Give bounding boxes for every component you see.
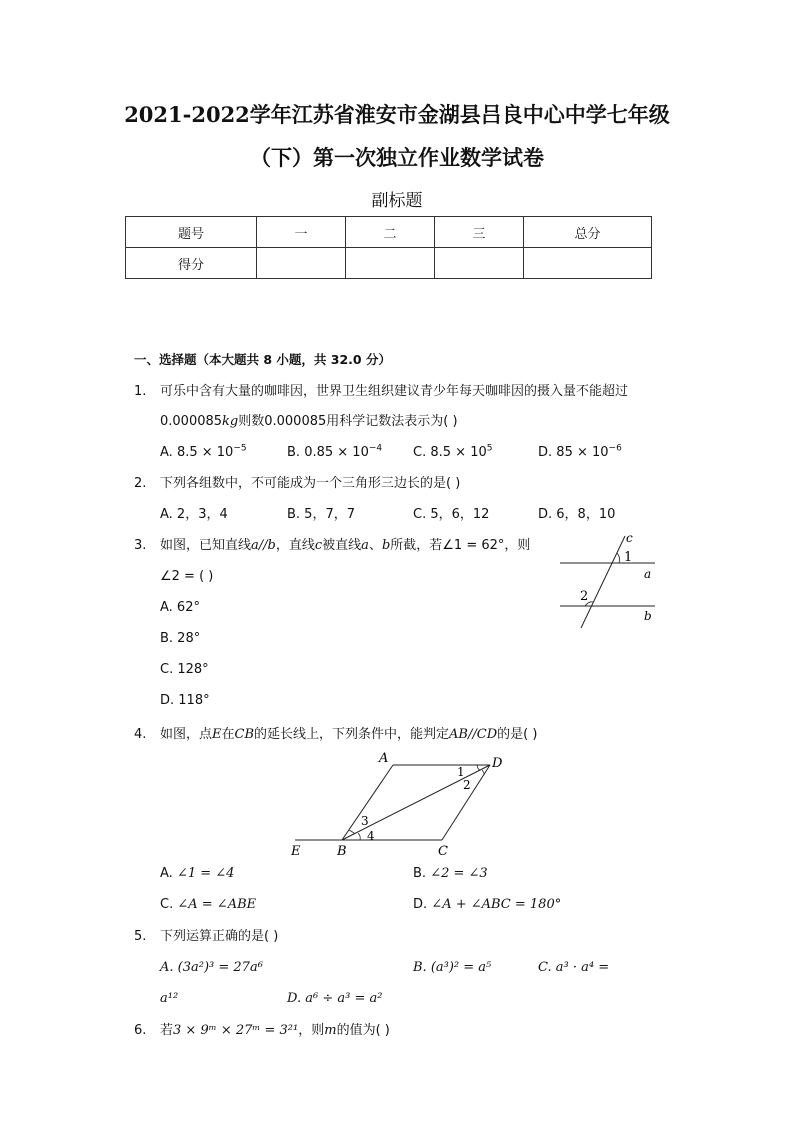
- option[interactable]: A. (3a²)³ = 27a⁶: [160, 960, 263, 975]
- option-label: C.: [413, 445, 427, 460]
- text-run: 的延长线上，下列条件中，能判定: [254, 727, 450, 742]
- option[interactable]: A. 2，3，4: [160, 507, 228, 522]
- score-cell[interactable]: [257, 248, 346, 279]
- score-cell: 二: [346, 217, 435, 248]
- option[interactable]: [287, 444, 382, 462]
- option-label: C.: [160, 897, 174, 912]
- math-expr: AB//CD: [449, 727, 498, 742]
- question-text: 下列各组数中，不可能成为一个三角形三边长的是( ): [160, 476, 461, 491]
- option[interactable]: D. 118°: [160, 693, 210, 708]
- label-2: 2: [463, 778, 471, 792]
- text-run: 如图，点: [160, 727, 213, 742]
- option[interactable]: D. 6，8，10: [538, 507, 616, 522]
- section-heading: 一、选择题（本大题共 8 小题，共 32.0 分）: [134, 352, 391, 367]
- label-c: c: [626, 531, 633, 545]
- text-run: ，直线: [275, 538, 315, 553]
- label-1: 1: [624, 550, 633, 565]
- score-cell: 题号: [126, 217, 257, 248]
- exam-title-line2: （下）第一次独立作业数学试卷: [250, 145, 544, 170]
- math-var: b: [381, 538, 391, 553]
- score-cell: 得分: [126, 248, 257, 279]
- text-run: 在: [221, 727, 235, 742]
- math-var: CB: [234, 727, 255, 742]
- question-text: [160, 726, 537, 744]
- text-run: 的是( ): [497, 727, 538, 742]
- label-4: 4: [367, 829, 375, 843]
- question-text: 下列运算正确的是( ): [160, 929, 279, 944]
- question-number: 1.: [134, 384, 147, 399]
- text-run: ，则: [298, 1023, 325, 1038]
- option-value: 85 × 10: [556, 445, 609, 460]
- exam-subtitle: 副标题: [371, 191, 423, 211]
- question-number: 6.: [134, 1023, 147, 1038]
- text-run: 则数0.000085用科学记数法表示为( ): [238, 414, 458, 429]
- label-D: D: [492, 756, 503, 771]
- option-value: 8.5 × 10: [176, 445, 234, 460]
- line-DC: [442, 765, 490, 840]
- math-expr: 3 × 9ᵐ × 27ᵐ = 3²¹: [173, 1023, 299, 1038]
- option[interactable]: [538, 444, 622, 462]
- question-text: 可乐中含有大量的咖啡因，世界卫生组织建议青少年每天咖啡因的摄入量不能超过: [160, 384, 629, 399]
- text-run: 被直线: [322, 538, 362, 553]
- question-number: 2.: [134, 476, 147, 491]
- label-2: 2: [580, 589, 589, 604]
- label-3: 3: [361, 814, 369, 828]
- option-value: ∠1 = ∠4: [176, 866, 235, 881]
- option-value: ∠A = ∠ABE: [177, 897, 257, 912]
- option[interactable]: C. 5，6，12: [413, 507, 490, 522]
- line-BD: [342, 765, 490, 840]
- parallel-lines-figure: [555, 530, 665, 630]
- option-value: 0.85 × 10: [304, 445, 369, 460]
- option[interactable]: D. a⁶ ÷ a³ = a²: [287, 991, 383, 1006]
- option-continued: a¹²: [160, 991, 179, 1006]
- math-var: a: [361, 538, 369, 553]
- option[interactable]: [160, 865, 234, 883]
- option-label: A.: [160, 866, 173, 881]
- math-var: m: [324, 1023, 337, 1038]
- option-exponent: −6: [608, 443, 622, 454]
- option-label: D.: [538, 445, 553, 460]
- question-text: [160, 413, 458, 431]
- option-label: B.: [287, 445, 301, 460]
- option[interactable]: [160, 444, 247, 462]
- text-run: 、: [368, 538, 382, 553]
- angle-2-arc: [482, 770, 484, 775]
- option[interactable]: A. 62°: [160, 600, 200, 615]
- score-table-header-row: [126, 217, 652, 248]
- label-E: E: [291, 844, 301, 859]
- label-A: A: [379, 751, 389, 766]
- angle-4-arc: [358, 833, 360, 840]
- option[interactable]: B. (a³)² = a⁵: [413, 960, 492, 975]
- label-a: a: [644, 567, 652, 581]
- text-run: 若: [160, 1023, 174, 1038]
- score-cell[interactable]: [346, 248, 435, 279]
- angle-1-arc: [477, 765, 480, 770]
- option-label: A.: [160, 445, 173, 460]
- question-text: [160, 537, 530, 555]
- option-exponent: −5: [233, 443, 247, 454]
- option[interactable]: [413, 896, 561, 914]
- text-run: 所截，若∠1 = 62°，则: [390, 538, 531, 553]
- angle-3-arc: [349, 830, 355, 834]
- line-c: [581, 536, 625, 628]
- option[interactable]: C. 128°: [160, 662, 209, 677]
- option-value: ∠2 = ∠3: [430, 866, 488, 881]
- score-cell: 总分: [524, 217, 652, 248]
- math-var: E: [212, 727, 222, 742]
- question-text: [160, 1022, 390, 1040]
- score-table-score-row: [126, 248, 652, 279]
- score-cell[interactable]: [435, 248, 524, 279]
- parallelogram-figure: [285, 748, 510, 860]
- question-number: 3.: [134, 538, 147, 553]
- math-unit: kg: [222, 414, 239, 429]
- math-var: c: [314, 538, 323, 553]
- option[interactable]: [413, 444, 492, 462]
- question-text: ∠2 = ( ): [160, 569, 214, 584]
- score-cell[interactable]: [524, 248, 652, 279]
- label-C: C: [438, 844, 448, 859]
- option[interactable]: [413, 865, 488, 883]
- option-value: 8.5 × 10: [430, 445, 487, 460]
- text-run: 0.000085: [160, 414, 223, 429]
- text-run: 的值为( ): [336, 1023, 390, 1038]
- option-value: ∠A + ∠ABC = 180°: [431, 897, 562, 912]
- option[interactable]: B. 28°: [160, 631, 201, 646]
- option-exponent: 5: [486, 443, 493, 454]
- option[interactable]: B. 5，7，7: [287, 507, 355, 522]
- option-label: B.: [413, 866, 427, 881]
- option[interactable]: C. a³ · a⁴ =: [538, 960, 610, 975]
- label-1: 1: [457, 765, 465, 779]
- score-cell: 一: [257, 217, 346, 248]
- text-run: 如图，已知直线: [160, 538, 252, 553]
- option-label: D.: [413, 897, 428, 912]
- exam-title-line1: 2021-2022学年江苏省淮安市金湖县吕良中心中学七年级: [124, 102, 670, 127]
- angle-1-arc: [617, 553, 620, 563]
- score-table: [125, 216, 652, 279]
- math-expr: a//b: [251, 538, 276, 553]
- label-B: B: [337, 844, 347, 859]
- score-cell: 三: [435, 217, 524, 248]
- option-exponent: −4: [368, 443, 383, 454]
- option[interactable]: [160, 896, 256, 914]
- question-number: 5.: [134, 929, 147, 944]
- label-b: b: [644, 609, 652, 623]
- question-number: 4.: [134, 727, 147, 742]
